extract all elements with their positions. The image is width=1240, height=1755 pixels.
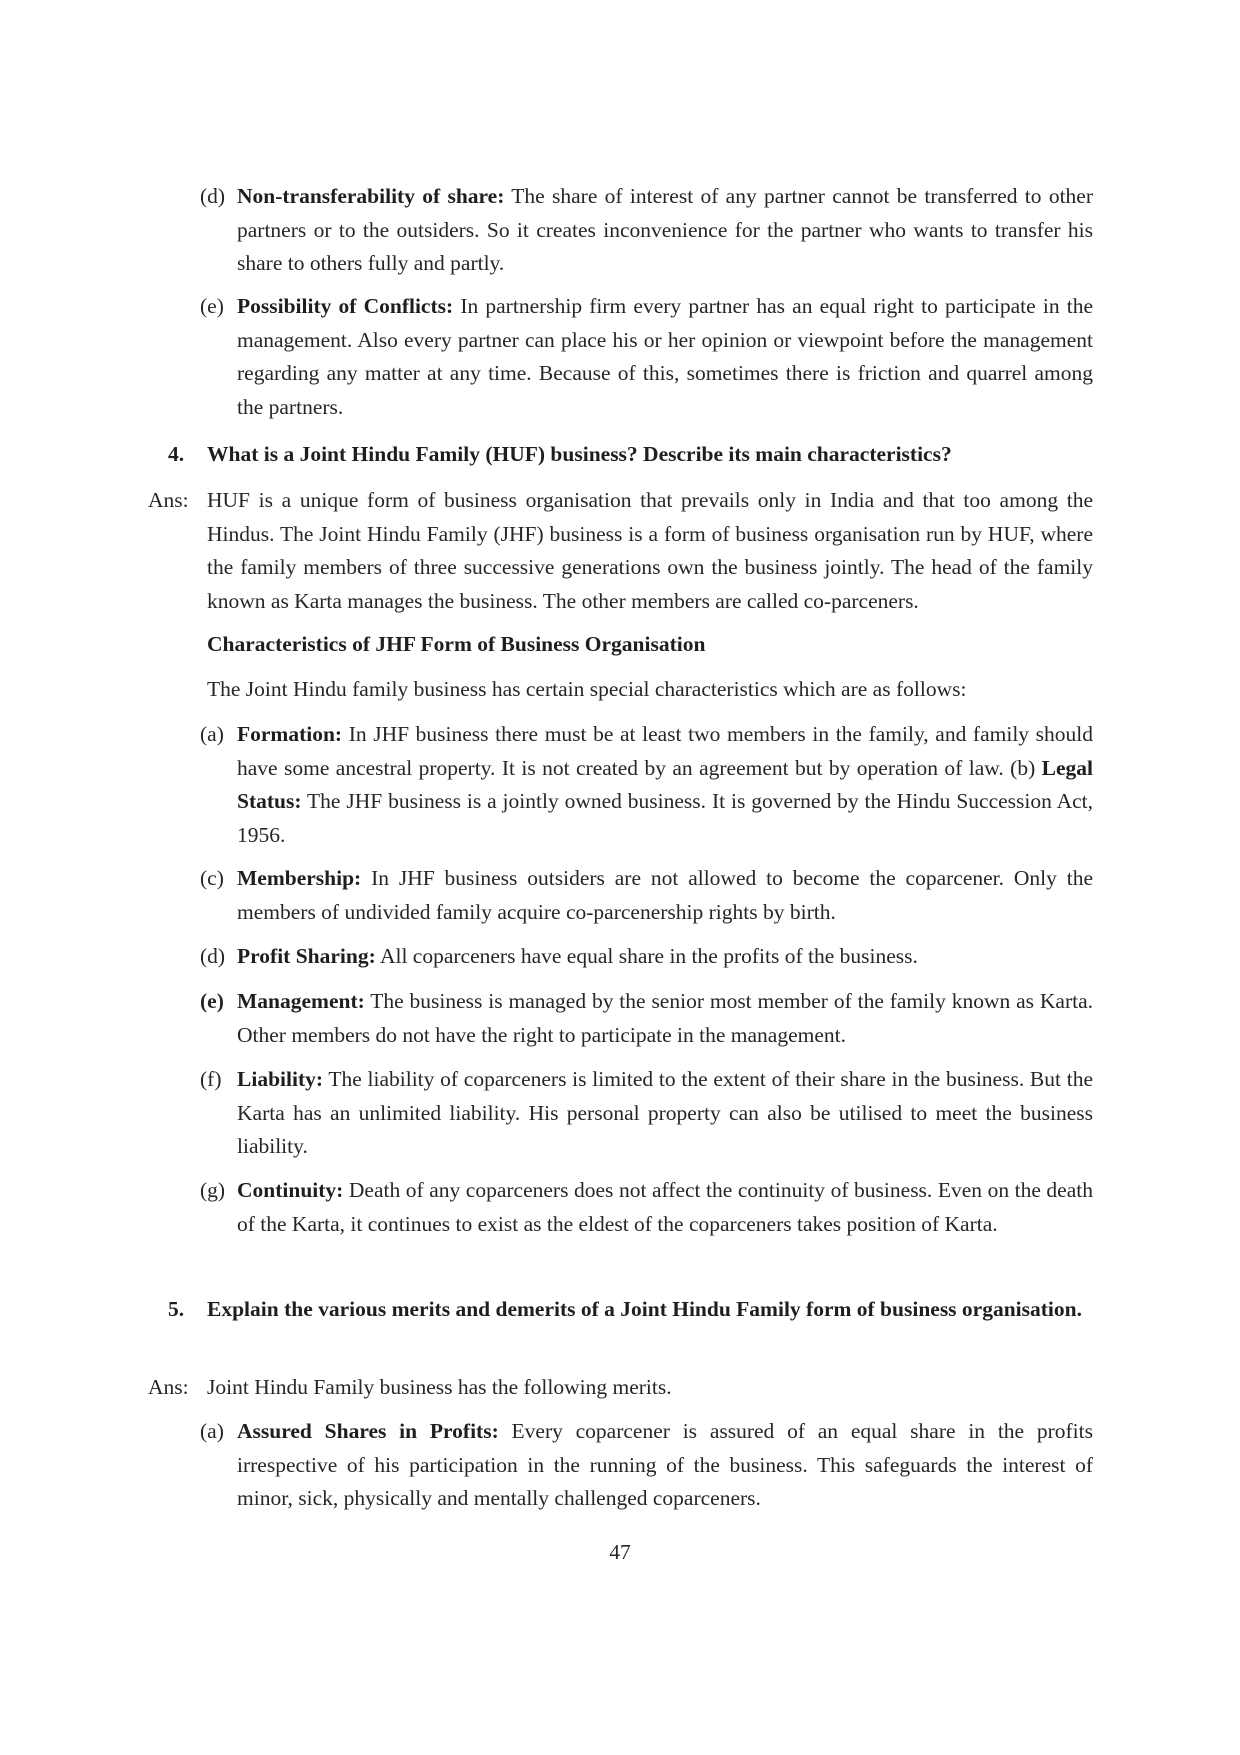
item-label: (d) [200, 944, 226, 968]
answer-label: Ans: [148, 488, 189, 512]
item-text: Death of any coparceners does not affect the continuity of business. Even on the death of the Karta, it continues to exist as the eldest of the coparceners takes position of Karta. [237, 1178, 1093, 1236]
item-text: The liability of coparceners is limited to the extent of their share in the business. But the Karta has an unlimited liability. His personal property can also be utilised to meet the business liability. [237, 1067, 1093, 1158]
answer-text: HUF is a unique form of business organisation that prevails only in India and that too among the Hindus. The Joint Hindu Family (JHF) business is a form of business organisation run by HUF, where the family members of three successive generations own the business jointly. The head of the family known as Karta manages the business. The other members are called co-parceners. [207, 488, 1093, 613]
item-label: (e) [200, 294, 224, 318]
item-title: Assured Shares in Profits: [237, 1419, 499, 1443]
answer-4 [148, 484, 1093, 618]
item-text: In JHF business outsiders are not allowed to become the coparcener. Only the members of undivided family acquire co-parcenership rights by birth. [237, 866, 1093, 924]
list-item-profit-sharing [200, 940, 1093, 974]
item-title: Profit Sharing: [237, 944, 376, 968]
item-title: Continuity: [237, 1178, 344, 1202]
section-intro: The Joint Hindu family business has certain special characteristics which are as follows: [207, 677, 967, 701]
list-item-non-transferability [200, 180, 1093, 281]
item-text: In JHF business there must be at least two members in the family, and family should have some ancestral property. It is not created by an agreement but by operation of law. (b) [237, 722, 1093, 780]
item-label: (a) [200, 722, 224, 746]
page-number: 47 [609, 1540, 631, 1564]
item-title: Liability: [237, 1067, 324, 1091]
answer-text: Joint Hindu Family business has the following merits. [207, 1375, 672, 1399]
item-text: The share of interest of any partner cannot be transferred to other partners or to the outsiders. So it creates inconvenience for the partner who wants to transfer his share to others fully and partly. [237, 184, 1093, 275]
item-text: In partnership firm every partner has an equal right to participate in the management. Also every partner can place his or her opinion or viewpoint before the management regarding any matter at any time. Because of this, sometimes there is friction and quarrel among the partners. [237, 294, 1093, 419]
question-text: What is a Joint Hindu Family (HUF) business? Describe its main characteristics? [207, 442, 952, 466]
list-item-continuity [200, 1174, 1093, 1241]
list-item-possibility-of-conflicts [200, 290, 1093, 424]
question-4 [160, 438, 1093, 472]
item-title: Membership: [237, 866, 362, 890]
list-item-liability [200, 1063, 1093, 1164]
question-text: Explain the various merits and demerits of a Joint Hindu Family form of business organisation. [207, 1297, 1082, 1321]
question-number: 4. [168, 442, 185, 466]
question-5 [160, 1293, 1093, 1327]
item-title: Possibility of Conflicts: [237, 294, 454, 318]
item-text: All coparceners have equal share in the profits of the business. [375, 944, 918, 968]
item-label: (f) [200, 1067, 222, 1091]
list-item-membership [200, 862, 1093, 929]
answer-5 [148, 1371, 1093, 1405]
item-text: The business is managed by the senior most member of the family known as Karta. Other members do not have the right to participate in the management. [237, 989, 1093, 1047]
item-title: Non-transferability of share: [237, 184, 505, 208]
question-number: 5. [168, 1297, 185, 1321]
item-title: Management: [237, 989, 365, 1013]
item-text: The JHF business is a jointly owned business. It is governed by the Hindu Succession Act, 1956. [237, 789, 1093, 847]
item-label: (a) [200, 1419, 224, 1443]
list-item-management [200, 985, 1093, 1052]
section-subheading: Characteristics of JHF Form of Business Organisation [207, 632, 706, 656]
item-label: (e) [200, 989, 224, 1013]
list-item-formation [200, 718, 1093, 852]
item-title: Formation: [237, 722, 343, 746]
answer-label: Ans: [148, 1375, 189, 1399]
list-item-assured-shares [200, 1415, 1093, 1516]
item-title: Legal Status: [237, 755, 1093, 813]
item-text: Every coparcener is assured of an equal share in the profits irrespective of his participation in the running of the business. This safeguards the interest of minor, sick, physically and mentally challenged coparceners. [237, 1419, 1093, 1510]
item-label: (g) [200, 1178, 226, 1202]
item-label: (c) [200, 866, 224, 890]
item-label: (d) [200, 184, 226, 208]
